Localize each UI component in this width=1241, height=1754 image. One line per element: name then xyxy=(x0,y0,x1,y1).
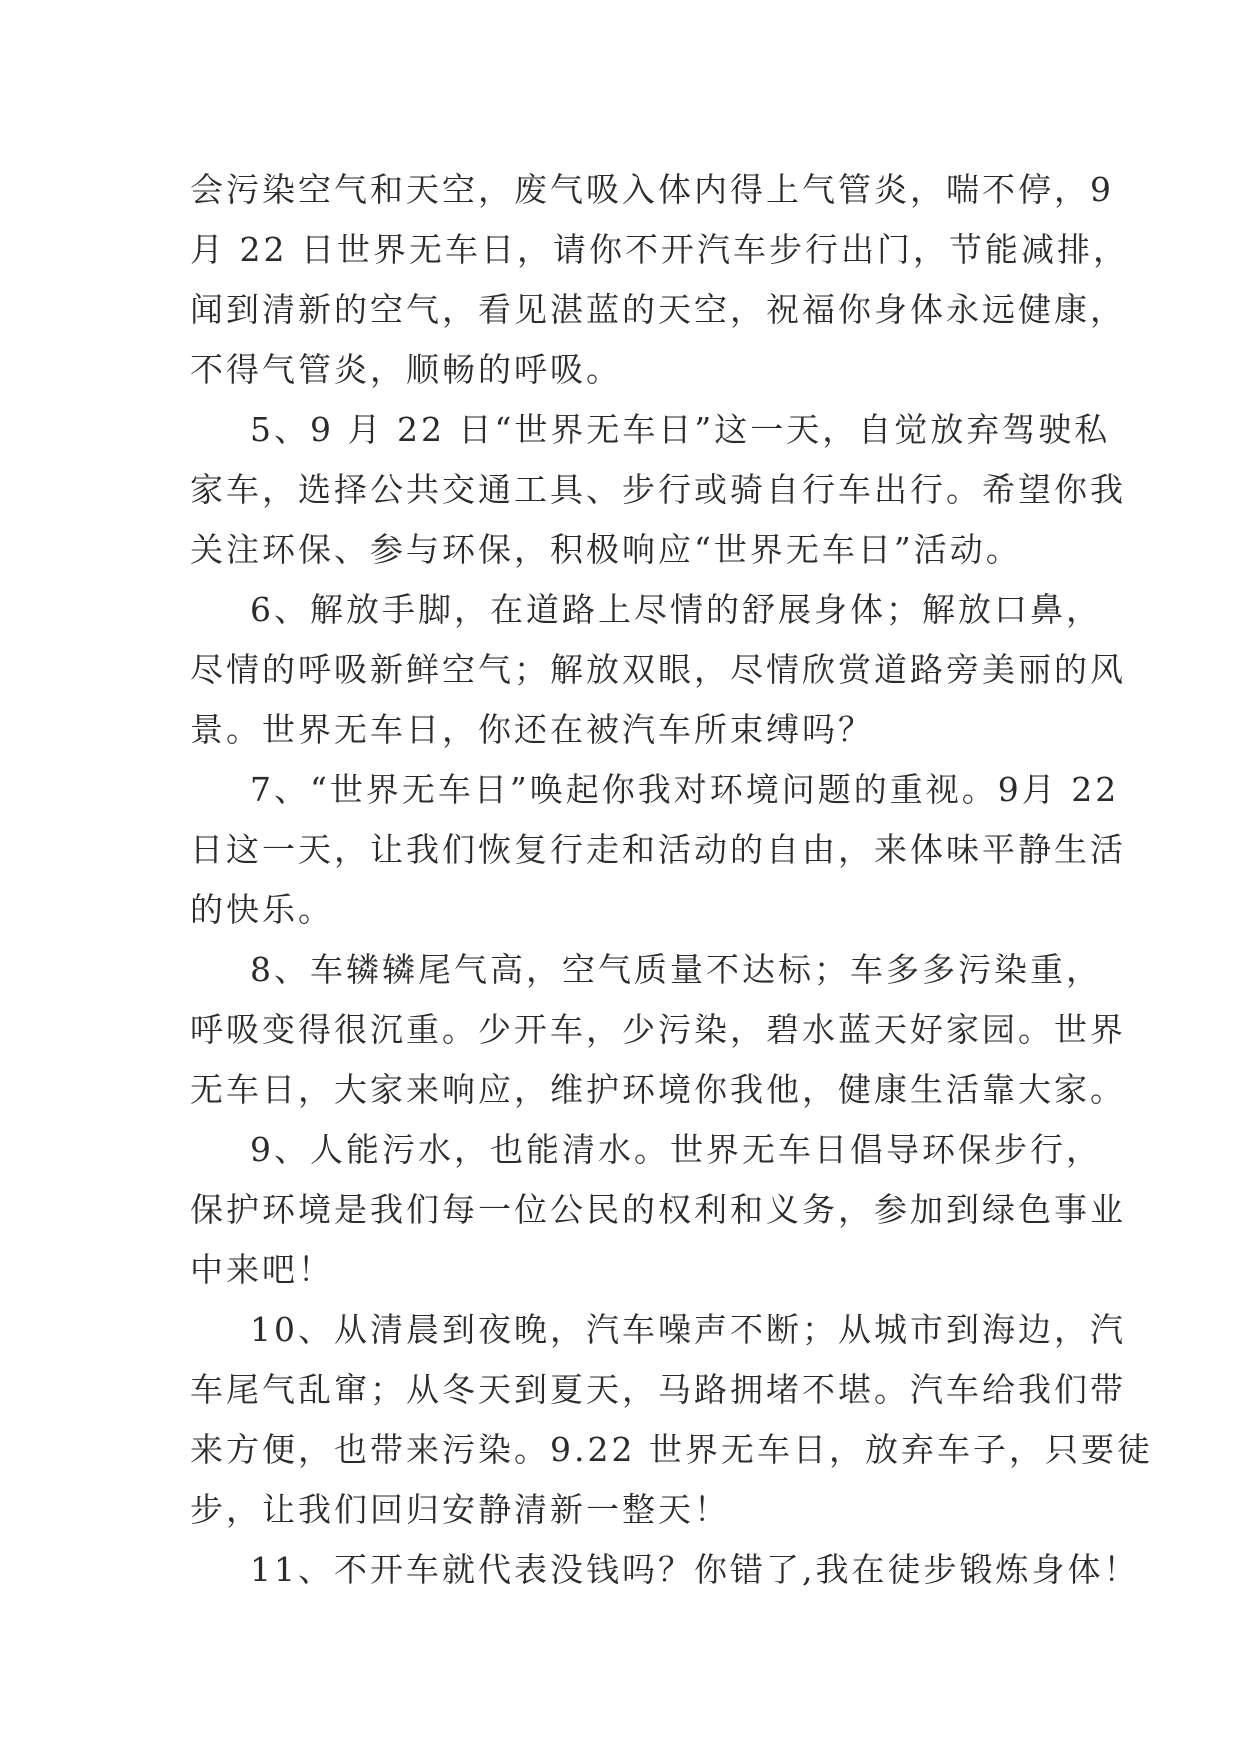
text-line: 无车日，大家来响应，维护环境你我他，健康生活靠大家。 xyxy=(190,1070,1126,1109)
text-line: 日这一天，让我们恢复行走和活动的自由，来体味平静生活 xyxy=(190,830,1126,869)
text-line: 步，让我们回归安静清新一整天！ xyxy=(190,1490,730,1529)
text-line: 闻到清新的空气，看见湛蓝的天空，祝福你身体永远健康， xyxy=(190,290,1126,329)
paragraph-5-line: 5、9 月 22 日“世界无车日”这一天，自觉放弃驾驶私 xyxy=(250,410,1111,449)
text-line: 的快乐。 xyxy=(190,890,334,929)
text-line: 月 22 日世界无车日，请你不开汽车步行出门，节能减排， xyxy=(190,230,1129,269)
text-line: 景。世界无车日，你还在被汽车所束缚吗？ xyxy=(190,710,874,749)
paragraph-8-line: 8、车辚辚尾气高，空气质量不达标；车多多污染重， xyxy=(250,950,1102,989)
text-line: 会污染空气和天空，废气吸入体内得上气管炎，喘不停，9 xyxy=(190,170,1114,209)
text-line: 车尾气乱窜；从冬天到夏天，马路拥堵不堪。汽车给我们带 xyxy=(190,1370,1126,1409)
text-line: 家车，选择公共交通工具、步行或骑自行车出行。希望你我 xyxy=(190,470,1126,509)
paragraph-7-line: 7、“世界无车日”唤起你我对环境问题的重视。9月 22 xyxy=(250,770,1120,809)
text-line: 中来吧！ xyxy=(190,1250,334,1289)
paragraph-10-line: 10、从清晨到夜晚，汽车噪声不断；从城市到海边，汽 xyxy=(250,1310,1126,1349)
paragraph-11-line: 11、不开车就代表没钱吗？你错了,我在徒步锻炼身体！ xyxy=(250,1550,1140,1589)
body-text xyxy=(190,160,1153,1600)
text-line: 呼吸变得很沉重。少开车，少污染，碧水蓝天好家园。世界 xyxy=(190,1010,1126,1049)
text-line: 不得气管炎，顺畅的呼吸。 xyxy=(190,350,622,389)
text-line: 保护环境是我们每一位公民的权利和义务，参加到绿色事业 xyxy=(190,1190,1126,1229)
text-line: 关注环保、参与环保，积极响应“世界无车日”活动。 xyxy=(190,530,1022,569)
paragraph-6-line: 6、解放手脚，在道路上尽情的舒展身体；解放口鼻， xyxy=(250,590,1102,629)
paragraph-9-line: 9、人能污水，也能清水。世界无车日倡导环保步行， xyxy=(250,1130,1102,1169)
text-line: 来方便，也带来污染。9.22 世界无车日，放弃车子，只要徒 xyxy=(190,1430,1153,1469)
text-line: 尽情的呼吸新鲜空气；解放双眼，尽情欣赏道路旁美丽的风 xyxy=(190,650,1126,689)
